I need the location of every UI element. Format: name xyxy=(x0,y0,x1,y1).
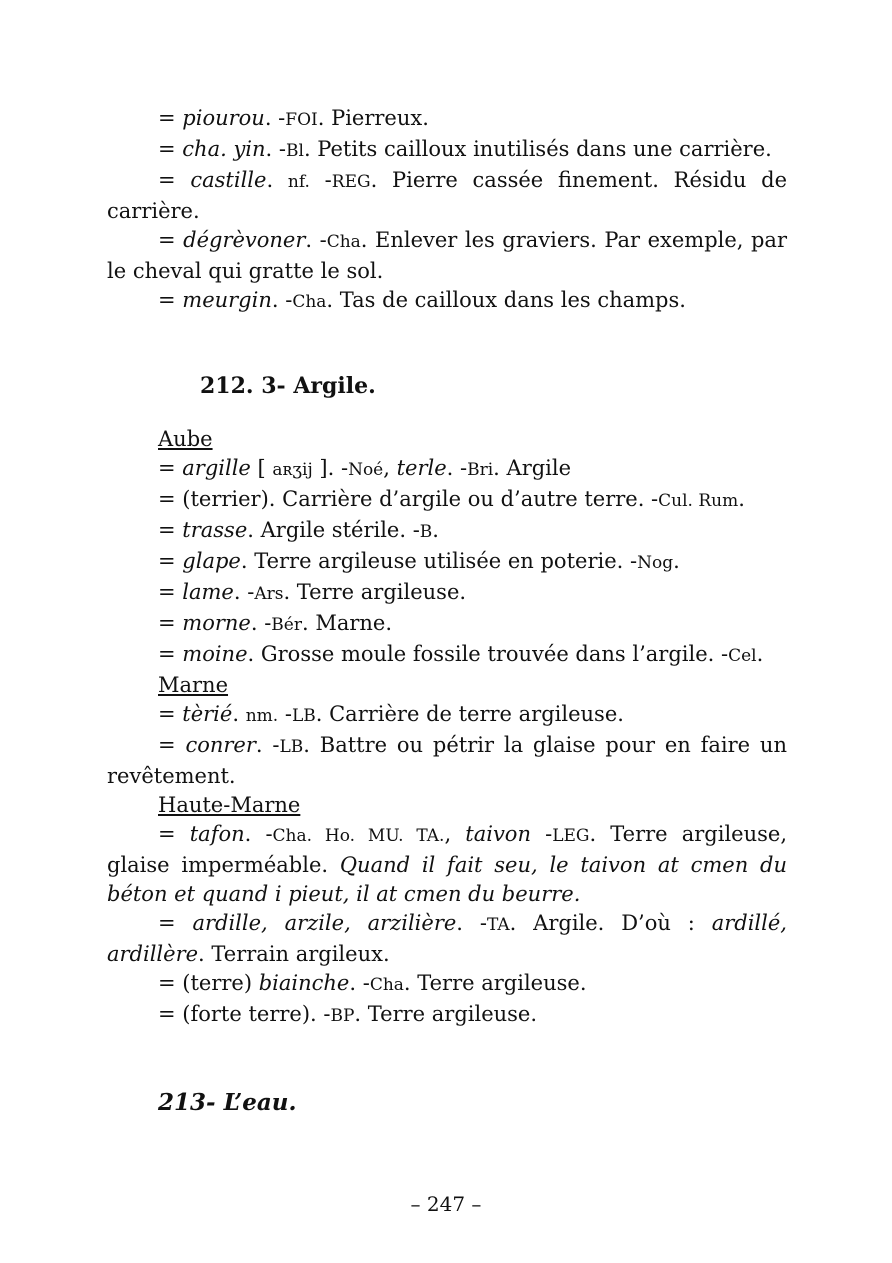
term: tèrié xyxy=(182,702,233,726)
term: trasse xyxy=(182,518,248,542)
page-body xyxy=(107,104,787,1117)
entry-conrer: = conrer. -LB. Battre ou pétrir la glaise pour en faire un revêtement. xyxy=(107,733,787,788)
gram-abbr: nf. xyxy=(287,172,310,192)
region-heading-aube: Aube xyxy=(158,427,213,451)
term: ardille, arzile, arzilière xyxy=(192,911,457,935)
source-abbr: LEG xyxy=(552,826,590,846)
term: piourou xyxy=(182,106,265,130)
entry-terrier: = (terrier). Carrière d’argile ou d’autre terre. -Cul. Rum. xyxy=(158,487,745,511)
term: tafon xyxy=(189,822,245,846)
entry-glape: = glape. Terre argileuse utilisée en poterie. -Nog. xyxy=(158,549,680,573)
term: biainche xyxy=(258,971,350,995)
term: meurgin xyxy=(182,288,272,312)
entry-meurgin: = meurgin. -Cha. Tas de cailloux dans les champs. xyxy=(158,288,686,312)
source-abbr: Cha xyxy=(292,292,327,312)
region-heading-haute-marne: Haute-Marne xyxy=(158,793,301,817)
section-heading-212: 212. 3- Argile. xyxy=(200,373,376,399)
source-abbr: Cha. Ho. MU. TA. xyxy=(272,826,445,846)
source-abbr: Nog xyxy=(637,553,674,573)
source-abbr: B xyxy=(419,522,433,542)
entry-degrevoner: = dégrèvoner. -Cha. Enlever les graviers. Par exemple, par le cheval qui gratte le sol. xyxy=(107,228,787,283)
source-abbr: Noé xyxy=(348,460,384,480)
term: terle xyxy=(396,456,447,480)
source-abbr: Bér xyxy=(271,615,302,635)
source-abbr: TA xyxy=(486,915,510,935)
source-abbr: Cha xyxy=(369,975,404,995)
entry-argille: = argille [ aʀʒij ]. -Noé, terle. -Bri. Argile xyxy=(158,456,572,480)
term: castille xyxy=(190,168,267,192)
section-heading-213: 213- L’eau. xyxy=(158,1089,297,1116)
term: dégrèvoner xyxy=(183,228,306,252)
entry-lame: = lame. -Ars. Terre argileuse. xyxy=(158,580,467,604)
entry-cha-yin: = cha. yin. -Bl. Petits cailloux inutilisés dans une carrière. xyxy=(158,137,772,161)
term: moine xyxy=(182,642,248,666)
entry-ardille: = ardille, arzile, arzilière. -TA. Argile. D’où : ardillé, ardillère. Terrain argileux. xyxy=(107,911,787,966)
term: cha. yin xyxy=(182,137,266,161)
source-abbr: Cha xyxy=(326,232,361,252)
term: morne xyxy=(182,611,251,635)
term: conrer xyxy=(185,733,256,757)
source-abbr: LB xyxy=(279,737,304,757)
source-abbr: REG xyxy=(331,172,371,192)
source-abbr: Cul. Rum xyxy=(658,491,739,511)
entry-terie: = tèrié. nm. -LB. Carrière de terre argileuse. xyxy=(158,702,624,726)
source-abbr: Bri xyxy=(467,460,494,480)
region-heading-marne: Marne xyxy=(158,673,229,697)
entry-piourou: = piourou. -FOI. Pierreux. xyxy=(158,106,429,130)
example-sentence: Quand il fait seu, le taivon at cmen du béton et quand i pieut, il at cmen du beurre. xyxy=(107,853,787,906)
term: lame xyxy=(182,580,234,604)
gram-abbr: nm. xyxy=(245,706,279,726)
entry-trasse: = trasse. Argile stérile. -B. xyxy=(158,518,439,542)
entry-morne: = morne. -Bér. Marne. xyxy=(158,611,393,635)
source-abbr: Ars xyxy=(254,584,284,604)
page-number: – 247 – xyxy=(410,1192,482,1216)
term: taivon xyxy=(465,822,531,846)
source-abbr: LB xyxy=(291,706,316,726)
source-abbr: BP xyxy=(330,1006,355,1026)
term: ardillé, ardillère xyxy=(107,911,787,966)
term: argille xyxy=(182,456,251,480)
source-abbr: FOI xyxy=(285,110,318,130)
term: glape xyxy=(182,549,241,573)
entry-moine: = moine. Grosse moule fossile trouvée dans l’argile. -Cel. xyxy=(158,642,764,666)
source-abbr: Cel xyxy=(728,646,757,666)
entry-biainche: = (terre) biainche. -Cha. Terre argileuse. xyxy=(158,971,587,995)
source-abbr: Bl xyxy=(286,141,304,161)
entry-castille: = castille. nf. -REG. Pierre cassée finement. Résidu de carrière. xyxy=(107,168,787,223)
entry-forte-terre: = (forte terre). -BP. Terre argileuse. xyxy=(158,1002,538,1026)
entry-tafon: = tafon. -Cha. Ho. MU. TA., taivon -LEG. Terre argileuse, glaise imperméable. Quand il fait seu, le taivon at cmen du béton et quand i pieut, il at cmen du beurre. xyxy=(107,822,788,906)
phonetic: aʀʒij xyxy=(272,460,313,480)
